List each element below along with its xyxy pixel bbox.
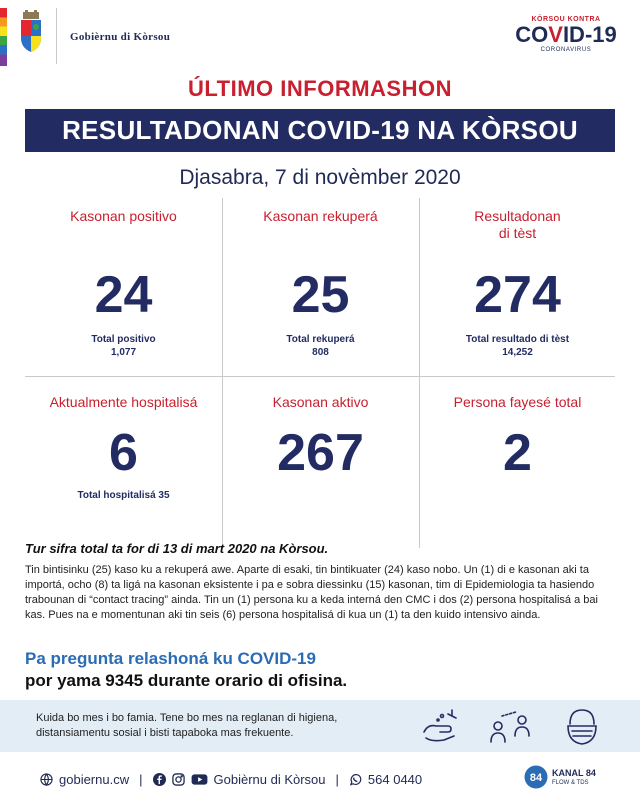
instagram-icon[interactable] (172, 773, 185, 786)
kanal-line-2: FLOW & TDS (552, 780, 589, 786)
stat-number: 24 (94, 266, 153, 324)
stats-grid (25, 198, 615, 548)
youtube-icon[interactable] (191, 773, 208, 786)
tip-line-1: Kuida bo mes i bo famia. Tene bo mes na reglanan di higiena, (36, 712, 338, 724)
stat-label: Kasonan rekuperá (263, 208, 378, 224)
social-name[interactable]: Gobièrnu di Kòrsou (213, 772, 326, 787)
stat-sub-label: Total rekuperá (286, 334, 355, 345)
covid-logo-main (506, 23, 626, 47)
coat-of-arms-icon (18, 10, 44, 54)
covid-logo-co: CO (515, 22, 549, 47)
whatsapp-icon (349, 773, 362, 786)
stat-label: di tèst (498, 225, 537, 241)
question-line-2: por yama 9345 durante orario di ofisina. (25, 671, 348, 690)
stat-label: Aktualmente hospitalisá (49, 394, 198, 410)
kanal-84-text (552, 768, 596, 788)
rainbow-stripe (0, 8, 7, 66)
stat-number: 2 (503, 424, 532, 482)
kanal-84-logo-icon (524, 765, 548, 789)
kanal-badge-text: 84 (529, 772, 543, 784)
stat-label: Kasonan positivo (70, 208, 177, 224)
title-banner: RESULTADONAN COVID-19 NA KÒRSOU (25, 109, 615, 152)
covid-logo (506, 16, 626, 60)
footer-separator: | (335, 772, 339, 787)
question-line-1: Pa pregunta relashoná ku COVID-19 (25, 649, 316, 668)
stat-label: Resultadonan (474, 208, 561, 224)
stat-sub-label: Total hospitalisá 35 (77, 490, 170, 501)
virus-icon: V (548, 22, 563, 47)
top-bar (0, 0, 640, 78)
tip-line-2: distansiamentu sosial i bisti tapaboka mas frekuente. (36, 727, 294, 739)
tip-text (36, 711, 396, 741)
header-divider (56, 8, 57, 64)
stat-tests (419, 208, 616, 359)
stat-deaths (419, 394, 616, 481)
stat-sub-label: Total resultado di tèst (465, 334, 570, 345)
stat-hospitalized (25, 394, 222, 502)
covid-logo-top: KÒRSOU KONTRA (531, 16, 601, 23)
website-link[interactable]: gobiernu.cw (59, 772, 130, 787)
globe-icon (40, 773, 53, 786)
stat-sub-value: 1,077 (110, 347, 137, 358)
stat-recovered (222, 208, 419, 359)
footer-separator: | (139, 772, 143, 787)
stat-number: 274 (474, 266, 561, 324)
stat-number: 6 (109, 424, 138, 482)
covid-logo-sub: CORONAVIRUS (540, 47, 592, 53)
stat-sub-value: 808 (312, 347, 329, 358)
stat-sub-label: Total positivo (91, 334, 156, 345)
headline: ÚLTIMO INFORMASHON (187, 76, 452, 101)
face-mask-icon (560, 704, 604, 748)
stat-active (222, 394, 419, 481)
stat-positive (25, 208, 222, 359)
stat-sub-value: 14,252 (502, 347, 533, 358)
stat-number: 25 (291, 266, 350, 324)
footer-row (40, 772, 422, 787)
stat-label: Persona fayesé total (453, 394, 582, 410)
summary-paragraph: Tin bintisinku (25) kaso ku a rekuperá awe. Aparte di esaki, tin bintikuater (24) kaso nobo. Un (1) di e kasonan aki ta importá, ocho (8) ta ligá na kasonan eksistente i pa e sobra diessinku (15) kasonan, tim di Epidemiologia ta hasiendo trabounan di “contact tracing” ainda. Tin un (1) persona ku a keda interná den CMC i dos (2) persona hospitalisá a bai kas. Pues na e momentunan aki tin seis (6) persona hospitalisá di kua un (1) ta den kuido intensivo ainda. (25, 564, 598, 621)
covid-logo-id19: ID-19 (562, 22, 617, 47)
grid-divider (25, 376, 615, 377)
stat-label: Kasonan aktivo (272, 394, 369, 410)
social-distancing-icon (488, 704, 532, 748)
phone-number[interactable]: 564 0440 (367, 772, 423, 787)
stat-number: 267 (277, 424, 364, 482)
facebook-icon[interactable] (153, 773, 166, 786)
kanal-line-1: KANAL 84 (552, 768, 596, 778)
total-note: Tur sifra total ta for di 13 di mart 2020 na Kòrsou. (25, 541, 329, 556)
hand-washing-icon (418, 704, 462, 748)
government-name: Gobièrnu di Kòrsou (70, 31, 171, 43)
report-date: Djasabra, 7 di novèmber 2020 (179, 166, 461, 189)
